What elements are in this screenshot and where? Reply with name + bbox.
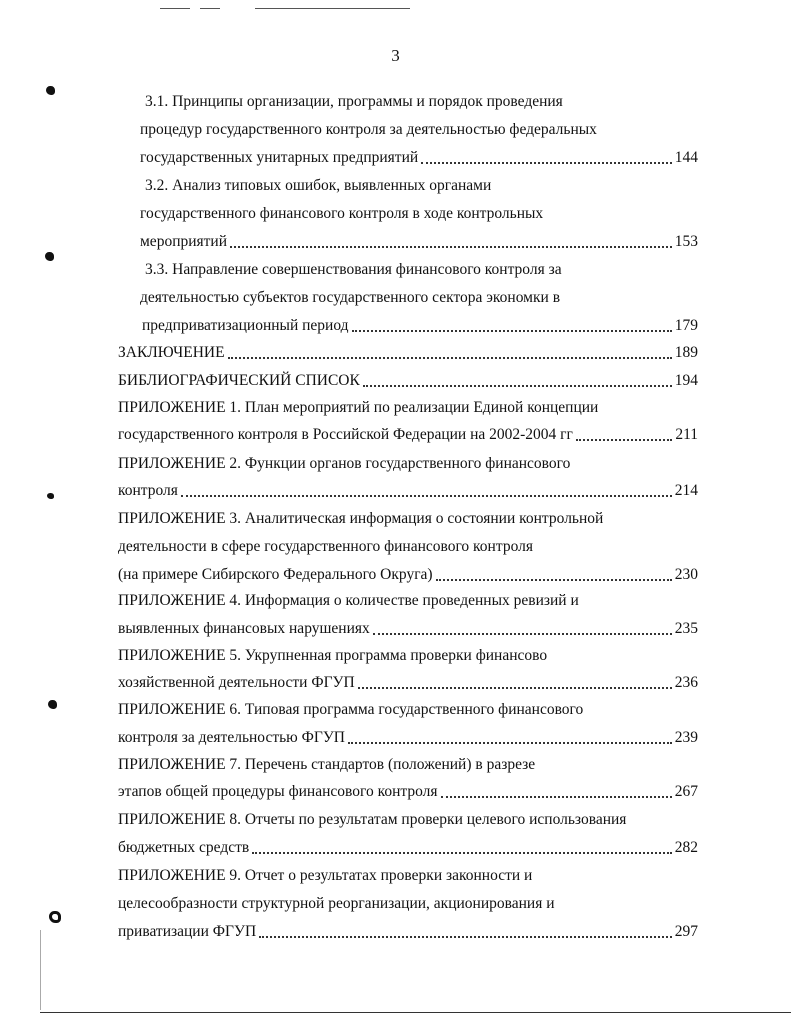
toc-leader-dots: [181, 494, 672, 497]
toc-leader-dots: [373, 632, 672, 635]
toc-entry-title: предприватизационный период: [142, 317, 349, 334]
toc-entry: [140, 232, 698, 252]
toc-page-number: 179: [674, 317, 698, 334]
toc-page-number: 189: [674, 344, 698, 361]
toc-page-number: 194: [674, 372, 698, 389]
toc-entry-text-line: целесообразности структурной реорганизации, акционирования и: [118, 895, 555, 912]
toc-entry: [118, 343, 698, 363]
toc-leader-dots: [228, 356, 672, 359]
toc-leader-dots: [259, 935, 672, 938]
toc-entry: [118, 673, 698, 693]
toc-leader-dots: [441, 795, 672, 798]
toc-entry-title: ЗАКЛЮЧЕНИЕ: [118, 344, 225, 361]
toc-entry: [118, 728, 698, 748]
toc-entry-text-line: ПРИЛОЖЕНИЕ 2. Функции органов государственного финансового: [118, 455, 571, 472]
toc-leader-dots: [348, 741, 672, 744]
punch-hole-5: [49, 911, 61, 923]
toc-leader-dots: [230, 245, 672, 248]
toc-entry-text-line: государственного финансового контроля в ходе контрольных: [140, 205, 544, 222]
toc-leader-dots: [576, 438, 672, 441]
scan-edge-bottom: [40, 1012, 791, 1013]
toc-page-number: 153: [674, 233, 698, 250]
punch-hole-2: [45, 252, 54, 261]
toc-leader-dots: [363, 384, 672, 387]
toc-page-number: 144: [674, 149, 698, 166]
toc-page-number: 211: [675, 426, 698, 443]
toc-page-number: 236: [674, 674, 698, 691]
punch-hole-3: [47, 493, 54, 499]
toc-entry-title: мероприятий: [140, 233, 228, 250]
toc-entry-text-line: ПРИЛОЖЕНИЕ 6. Типовая программа государственного финансового: [118, 701, 584, 718]
toc-entry-text-line: 3.2. Анализ типовых ошибок, выявленных органами: [145, 177, 492, 194]
toc-entry: [140, 148, 698, 168]
toc-page-number: 214: [674, 482, 698, 499]
toc-entry-title: контроля: [118, 482, 178, 499]
toc-leader-dots: [421, 161, 672, 164]
toc-page-number: 297: [674, 923, 698, 940]
toc-entry-text-line: деятельности в сфере государственного финансового контроля: [118, 538, 533, 555]
toc-page-number: 267: [674, 783, 698, 800]
toc-entry-text-line: деятельностью субъектов государственного сектора экономки в: [140, 289, 561, 306]
toc-entry-text-line: 3.3. Направление совершенствования финансового контроля за: [145, 261, 562, 278]
scan-edge-top-2: [200, 8, 220, 9]
toc-entry-title: государственных унитарных предприятий: [140, 149, 419, 166]
toc-leader-dots: [252, 851, 672, 854]
scan-edge-left: [40, 930, 41, 1010]
toc-entry-title: бюджетных средств: [118, 839, 250, 856]
toc-entry-title: приватизации ФГУП: [118, 923, 257, 940]
toc-page-number: 235: [674, 620, 698, 637]
punch-hole-4: [48, 700, 57, 709]
toc-page-number: 230: [674, 566, 698, 583]
toc-entry-title: государственного контроля в Российской Федерации на 2002-2004 гг: [118, 426, 573, 443]
toc-leader-dots: [358, 686, 672, 689]
toc-page-number: 239: [674, 729, 698, 746]
toc-entry: [118, 371, 698, 391]
toc-entry-text-line: процедур государственного контроля за деятельностью федеральных: [140, 121, 597, 138]
toc-entry: [118, 565, 698, 585]
toc-leader-dots: [436, 578, 672, 581]
toc-entry: [118, 782, 698, 802]
toc-entry-title: БИБЛИОГРАФИЧЕСКИЙ СПИСОК: [118, 372, 360, 389]
scan-edge-top-1: [160, 8, 190, 9]
toc-entry-text-line: ПРИЛОЖЕНИЕ 1. План мероприятий по реализации Единой концепции: [118, 399, 599, 416]
toc-entry-text-line: ПРИЛОЖЕНИЕ 7. Перечень стандартов (положений) в разрезе: [118, 756, 536, 773]
toc-entry-text-line: ПРИЛОЖЕНИЕ 8. Отчеты по результатам проверки целевого использования: [118, 811, 627, 828]
toc-entry: [118, 425, 698, 445]
toc-entry-text-line: ПРИЛОЖЕНИЕ 9. Отчет о результатах проверки законности и: [118, 867, 533, 884]
toc-entry-text-line: ПРИЛОЖЕНИЕ 5. Укрупненная программа проверки финансово: [118, 647, 548, 664]
toc-leader-dots: [352, 329, 672, 332]
toc-entry: [142, 316, 698, 336]
toc-entry-title: хозяйственной деятельности ФГУП: [118, 674, 355, 691]
toc-entry-title: (на примере Сибирского Федерального Округа): [118, 566, 433, 583]
punch-hole-1: [46, 86, 55, 95]
toc-page-number: 282: [674, 839, 698, 856]
toc-entry-title: этапов общей процедуры финансового контроля: [118, 783, 438, 800]
scan-edge-top-3: [255, 8, 410, 9]
toc-entry: [118, 481, 698, 501]
toc-entry-text-line: 3.1. Принципы организации, программы и порядок проведения: [145, 93, 563, 110]
toc-entry-title: контроля за деятельностью ФГУП: [118, 729, 345, 746]
toc-entry: [118, 838, 698, 858]
toc-entry-text-line: ПРИЛОЖЕНИЕ 3. Аналитическая информация о состоянии контрольной: [118, 510, 604, 527]
toc-entry-title: выявленных финансовых нарушениях: [118, 620, 370, 637]
toc-entry: [118, 922, 698, 942]
page-number: 3: [391, 46, 400, 65]
toc-entry-text-line: ПРИЛОЖЕНИЕ 4. Информация о количестве проведенных ревизий и: [118, 592, 579, 609]
toc-entry: [118, 619, 698, 639]
